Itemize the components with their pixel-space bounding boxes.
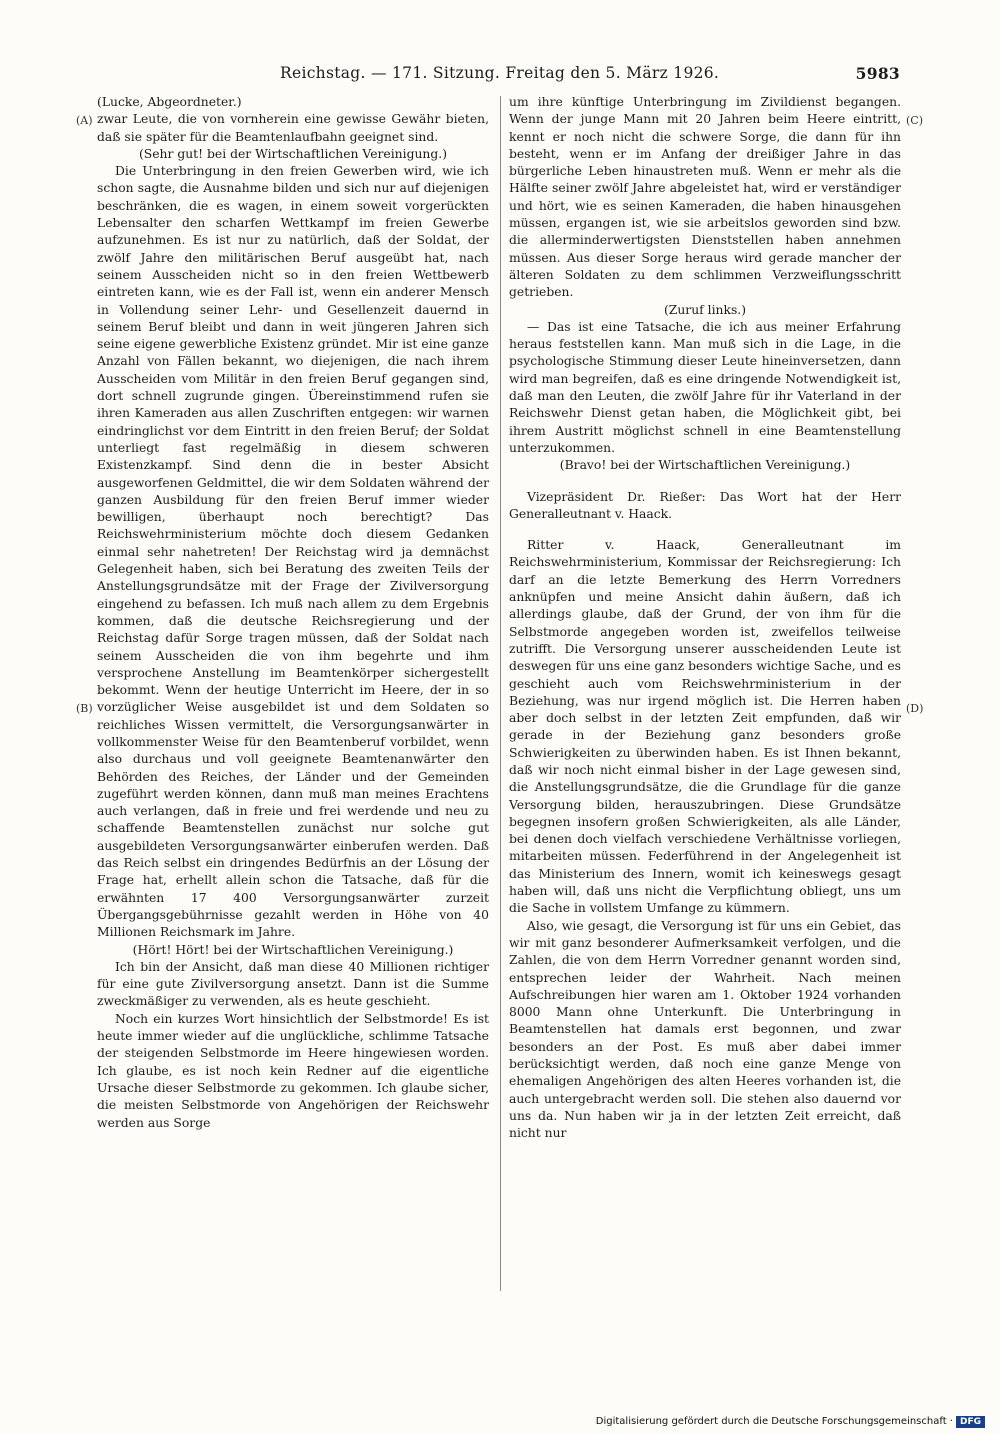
speech-opening: Ritter v. Haack, Generalleutnant im Reichswehrministerium, Kommissar der Reichsregierung: Ich darf an die letzte Bemerkung des Herrn Vorredners anknüpfen und meine Ansicht dahin äußern, daß ich allerdings glaube, daß der Grund, der von ihm für die Selbstmorde angegeben worden ist, zweifellos teilweise zutrifft. Die Versorgung unserer ausscheidenden Leute ist deswegen für uns eine ganz besonders wichtige Sache, und es geschieht auch vom Reichswehrministerium in der Beziehung, was nur irgend möglich ist. Die Herren haben aber doch selbst in der letzten Zeit empfunden, daß wir gerade in der Beziehung ganz besonders große Schwierigkeiten zu überwinden haben. Es ist Ihnen bekannt, daß wir noch nicht einmal bisher in der Lage gewesen sind, die Anstellungsgrundsätze, die die Grundlage für die ganze Versorgung bilden, herauszubringen. Diese Grundsätze begegnen insofern großen Schwierigkeiten, als alle Länder, bei denen doch vielfach verschiedene Verhältnisse vorliegen, mitarbeiten müssen. Federführend in der Angelegenheit ist das Ministerium des Innern, womit ich keineswegs gesagt haben will, daß uns nicht die Verpflichtung obliegt, uns um die Sache in vollstem Umfange zu kümmern. [509, 538, 901, 916]
interjection: (Zuruf links.) [663, 302, 747, 317]
margin-mark-c: (C) [906, 114, 923, 127]
right-column [509, 94, 901, 1143]
header-title: Reichstag. — 171. Sitzung. Freitag den 5. März 1926. [280, 64, 720, 82]
left-column [97, 94, 489, 1132]
footer-credit [596, 1416, 985, 1428]
spacer [509, 523, 901, 537]
page-header [100, 62, 900, 88]
paragraph: — Das ist eine Tatsache, die ich aus meiner Erfahrung heraus feststellen kann. Man muß sich in die Lage, in die psychologische Stimmung dieser Leute hineinversetzen, dann wird man begreifen, daß es eine dringende Notwendigkeit ist, daß man den Leuten, die zwölf Jahre für ihr Vaterland in der Reichswehr Dienst getan haben, die Möglichkeit gibt, bei ihrem Austritt möglichst schnell in eine Beamtenstellung unterzukommen. [509, 319, 901, 455]
paragraph: Also, wie gesagt, die Versorgung ist für uns ein Gebiet, das wir mit ganz besonderer Aufmerksamkeit verfolgen, und die Zahlen, die von dem Herrn Vorredner genannt worden sind, entsprechen leider der Wahrheit. Nach meinen Aufschreibungen hier waren am 1. Oktober 1924 vorhanden 8000 Mann ohne Unterkunft. Die Unterbringung in Beamtenstellen hat damals erst begonnen, und zwar besonders an der Post. Es muß aber dabei immer berücksichtigt werden, daß noch eine ganze Menge von ehemaligen Angehörigen des alten Heeres vorhanden ist, die auch untergebracht werden soll. Die stehen also dauernd vor uns da. Nun haben wir ja in der letzten Zeit erreicht, daß nicht nur [509, 918, 901, 1141]
footer-credit-text: Digitalisierung gefördert durch die Deutsche Forschungsgemeinschaft · [595, 1416, 953, 1427]
margin-mark-d: (D) [906, 702, 924, 715]
paragraph: um ihre künftige Unterbringung im Zivildienst begangen. Wenn der junge Mann mit 20 Jahren beim Heere eintritt, kennt er noch nicht die schwere Sorge, die dann für ihn besteht, wenn er im Anfang der dreißiger Jahre in das bürgerliche Leben hinaustreten muß. Wenn er mehr als die Hälfte seiner zwölf Jahre abgeleistet hat, wird er verständiger und hört, wie es seinen Kameraden, die haben hinausgehen müssen, ergangen ist, wie sie arbeitslos geworden sind bzw. die allerminderwertigsten Dienststellen haben annehmen müssen. Aus dieser Sorge heraus wird gerade mancher der älteren Soldaten zu dem schlimmen Verzweiflungsschritt getrieben. [509, 95, 901, 300]
interjection: (Sehr gut! bei der Wirtschaftlichen Vereinigung.) [138, 146, 448, 161]
margin-mark-b: (B) [76, 702, 93, 715]
margin-mark-a: (A) [76, 114, 93, 127]
speaker-label: (Lucke, Abgeordneter.) [97, 95, 242, 109]
paragraph: zwar Leute, die von vornherein eine gewisse Gewähr bieten, daß sie später für die Beamtenlaufbahn geeignet sind. [97, 112, 489, 144]
interjection: (Hört! Hört! bei der Wirtschaftlichen Vereinigung.) [132, 942, 454, 957]
paragraph: Noch ein kurzes Wort hinsichtlich der Selbstmorde! Es ist heute immer wieder auf die unglückliche, schlimme Tatsache der steigenden Selbstmorde im Heere hingewiesen worden. Ich glaube, es ist noch kein Redner auf die eigentliche Ursache dieser Selbstmorde zu gekommen. Ich glaube sicher, die meisten Selbstmorde von Angehörigen der Reichswehr werden aus Sorge [97, 1011, 489, 1130]
page-number: 5983 [855, 64, 900, 83]
dfg-logo: DFG [956, 1416, 985, 1428]
chair-statement: Vizepräsident Dr. Rießer: Das Wort hat der Herr Generalleutnant v. Haack. [509, 489, 901, 521]
column-divider [500, 96, 501, 1291]
interjection: (Bravo! bei der Wirtschaftlichen Vereinigung.) [559, 458, 851, 473]
paragraph: Die Unterbringung in den freien Gewerben wird, wie ich schon sagte, die Ausnahme bilden und sich nur auf diejenigen beschränken, die es wagen, in einem soweit vorgerückten Lebensalter den scharfen Wettkampf im freien Gewerbe aufzunehmen. Es ist nur zu natürlich, daß der Soldat, der zwölf Jahre den militärischen Beruf ausgeübt hat, nach seinem Ausscheiden nicht so in den freien Wettbewerb eintreten kann, wie es der Fall ist, wenn ein anderer Mensch in Vollendung seiner Lehr- und Gesellenzeit dauernd in seinem Beruf bleibt und dann in weit jüngeren Jahren sich seine eigene gewerbliche Existenz gründet. Mir ist eine ganze Anzahl von Fällen bekannt, wo diejenigen, die nach ihrem Ausscheiden vom Militär in den freien Beruf gegangen sind, dort schnell zugrunde gingen. Übereinstimmend rufen sie ihren Kameraden aus allen Zuschriften entgegen: wir warnen eindringlichst vor dem Eintritt in den freien Beruf; der Soldat unterliegt fast regelmäßig in diesem schweren Existenzkampf. Sind denn die in bester Absicht ausgeworfenen Geldmittel, die wir dem Soldaten während der ganzen Ausbildung für den freien Beruf immer wieder bewilligen, überhaupt noch berechtigt? Das Reichswehrministerium möchte doch diesem Gedanken einmal sehr nahetreten! Der Reichstag wird ja demnächst Gelegenheit haben, sich bei Beratung des zweiten Teils der Anstellungsgrundsätze mit der Frage der Zivilversorgung eingehend zu befassen. Ich muß nach allem zu dem Ergebnis kommen, daß die deutsche Reichsregierung und der Reichstag dafür Sorge tragen müssen, daß der Soldat nach seinem Ausscheiden die von ihm begehrte und ihm versprochene Anstellung im Beamtenkörper sichergestellt bekommt. Wenn der heutige Unterricht im Heere, der in so vorzüglicher Weise ausgebildet ist und dem Soldaten so reichliches Wissen vermittelt, die Versorgungsanwärter in vollkommenster Weise für den Beamtenberuf vorbildet, wenn also durchaus und voll geeignete Beamtenanwärter den Behörden des Reiches, der Länder und der Gemeinden zugeführt werden können, dann muß man meines Erachtens auch verlangen, daß in freie und frei werdende und neu zu schaffende Beamtenstellen zunächst nur solche gut ausgebildeten Versorgungsanwärter einberufen werden. Daß das Reich selbst ein dringendes Bedürfnis an der Lösung der Frage hat, erhellt allein schon die Tatsache, daß für die erwähnten 17 400 Versorgungsanwärter zurzeit Übergangsgebührnisse gezahlt werden in Höhe von 40 Millionen Reichsmark im Jahre. [97, 164, 489, 940]
paragraph: Ich bin der Ansicht, daß man diese 40 Millionen richtiger für eine gute Zivilversorgung ansetzt. Dann ist die Summe zweckmäßiger zu verwenden, als es heute geschieht. [97, 959, 489, 1009]
spacer [509, 475, 901, 489]
